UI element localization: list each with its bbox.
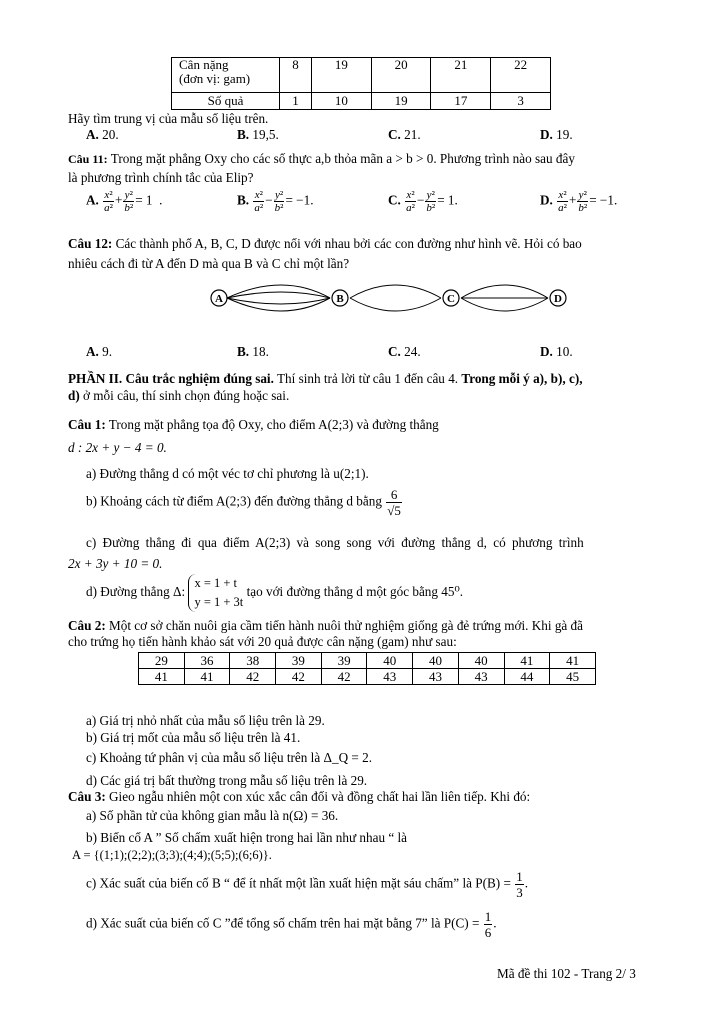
weight-cell: 21 <box>431 58 491 93</box>
table-cell: 41 <box>504 653 550 669</box>
c2-line1: Câu 2: Một cơ sở chăn nuôi gia cầm tiến hành nuôi thử nghiệm giống gà đẻ trứng mới. Khi gà đã <box>68 618 584 633</box>
c3-b-line2: A = {(1;1);(2;2);(3;3);(4;4);(5;5);(6;6)}. <box>72 848 272 862</box>
table-cell: 44 <box>504 669 550 685</box>
c3-b-line1: b) Biến cố A ” Số chấm xuất hiện trong hai lần như nhau “ là <box>86 830 408 845</box>
c1-line2: d : 2x + y − 4 = 0. <box>68 440 167 455</box>
c3-c: c) Xác suất của biến cố B “ để ít nhất một lần xuất hiện mặt sáu chấm” là P(B) = $\frac{1}{3}$ . <box>86 869 528 900</box>
q12-line2: nhiêu cách đi từ A đến D mà qua B và C chỉ một lần? <box>68 256 350 271</box>
q10-option-b: B. 19,5. <box>237 127 279 142</box>
weight-cell: 19 <box>312 58 372 93</box>
c3-d: d) Xác suất của biến cố C ”để tổng số chấm trên hai mặt bằng 7” là P(C) = $\frac{1}{6}$ . <box>86 909 497 940</box>
road-a-b-1 <box>227 285 330 298</box>
table-cell: 36 <box>184 653 230 669</box>
part2-instructions: d) ở mỗi câu, thí sinh chọn đúng hoặc sai. <box>68 388 290 403</box>
table-cell: 42 <box>230 669 276 685</box>
table-cell: 41 <box>139 669 185 685</box>
road-c-d-1 <box>461 285 548 298</box>
road-a-b-3 <box>227 298 330 304</box>
weight-header-label: Cân nặng (đơn vị: gam) <box>172 58 280 93</box>
c3-a: a) Số phần tử của không gian mẫu là n(Ω) = 36. <box>86 808 339 823</box>
q12-option-c: C. 24. <box>388 344 421 359</box>
road-b-c-2 <box>350 298 441 311</box>
weight-cell: 20 <box>371 58 431 93</box>
weight-table <box>171 57 551 110</box>
road-c-d-3 <box>461 298 548 311</box>
q10-option-a: A. 20. <box>86 127 119 142</box>
table-cell: 43 <box>458 669 504 685</box>
q11-option-c: C. $\frac{\text{x²}}{\text{a²}}$ − $\frac{\text{y²}}{\text{b²}}$ = 1. <box>388 189 458 214</box>
count-cell: 1 <box>280 93 312 110</box>
weight-cell: 8 <box>280 58 312 93</box>
count-cell: 17 <box>431 93 491 110</box>
c2-c: c) Khoảng tứ phân vị của mẫu số liệu trên là Δ_Q = 2. <box>86 750 373 765</box>
q11-line2: là phương trình chính tắc của Elip? <box>68 170 254 185</box>
q10-option-d: D. 19. <box>540 127 573 142</box>
c1-b: b) Khoảng cách từ điểm A(2;3) đến đường thẳng d bằng $\frac{6}{√5}$ <box>86 487 401 518</box>
node-d-label: D <box>554 293 562 305</box>
q12-option-a: A. 9. <box>86 344 113 359</box>
c1-line1: Câu 1: Trong mặt phẳng tọa độ Oxy, cho điểm A(2;3) và đường thẳng <box>68 417 439 432</box>
c2-a: a) Giá trị nhỏ nhất của mẫu số liệu trên là 29. <box>86 713 325 728</box>
q11-line1: Câu 11: Trong mặt phẳng Oxy cho các số thực a,b thỏa mãn a > b > 0. Phương trình nào sau đây <box>68 151 575 166</box>
table-cell: 42 <box>321 669 367 685</box>
page-footer: Mã đề thi 102 - Trang 2/ 3 <box>497 966 636 981</box>
road-diagram <box>205 278 575 320</box>
table-cell: 45 <box>550 669 596 685</box>
c2-b: b) Giá trị mốt của mẫu số liệu trên là 41. <box>86 730 301 745</box>
road-b-c-1 <box>350 285 441 298</box>
table-cell: 29 <box>139 653 185 669</box>
table-cell: 39 <box>321 653 367 669</box>
road-a-b-4 <box>227 298 330 311</box>
c3-line1: Câu 3: Gieo ngẫu nhiên một con xúc xắc cân đối và đồng chất hai lần liên tiếp. Khi đó: <box>68 789 531 804</box>
q12-line1: Câu 12: Các thành phố A, B, C, D được nối với nhau bởi các con đường như hình vẽ. Hỏi có bao <box>68 236 582 251</box>
count-cell: 19 <box>371 93 431 110</box>
part2-heading: PHẦN II. Câu trắc nghiệm đúng sai. Thí sinh trả lời từ câu 1 đến câu 4. Trong mỗi ý a), b), c), <box>68 371 583 386</box>
c1-c-line1: c) Đường thẳng đi qua điểm A(2;3) và song song với đường thẳng d, có phương trình <box>86 535 584 550</box>
egg-weight-table <box>138 652 596 685</box>
table-cell: 40 <box>458 653 504 669</box>
c1-a: a) Đường thẳng d có một véc tơ chỉ phương là u(2;1). <box>86 466 369 481</box>
q10-text: Hãy tìm trung vị của mẫu số liệu trên. <box>68 111 269 126</box>
table-cell: 42 <box>276 669 322 685</box>
table-cell: 43 <box>413 669 459 685</box>
c2-line2: cho trứng họ tiến hành khảo sát với 20 quả được cân nặng (gam) như sau: <box>68 634 457 649</box>
road-a-b-2 <box>227 292 330 298</box>
table-cell: 43 <box>367 669 413 685</box>
table-cell: 40 <box>413 653 459 669</box>
node-c-label: C <box>447 293 455 305</box>
q10-option-c: C. 21. <box>388 127 421 142</box>
q11-option-a: A. $\frac{\text{x²}}{\text{a²}}$ + $\frac{\text{y²}}{\text{b²}}$ = 1 . <box>86 189 163 214</box>
weight-cell: 22 <box>491 58 551 93</box>
table-cell: 39 <box>276 653 322 669</box>
q11-option-d: D. $\frac{\text{x²}}{\text{a²}}$ + $\frac{\text{y²}}{\text{b²}}$ = −1. <box>540 189 618 214</box>
table-cell: 38 <box>230 653 276 669</box>
q12-option-b: B. 18. <box>237 344 269 359</box>
node-b-label: B <box>336 293 344 305</box>
count-cell: 3 <box>491 93 551 110</box>
count-cell: 10 <box>312 93 372 110</box>
node-a-label: A <box>215 293 223 305</box>
q12-option-d: D. 10. <box>540 344 573 359</box>
c2-d: d) Các giá trị bất thường trong mẫu số liệu trên là 29. <box>86 773 368 788</box>
table-cell: 40 <box>367 653 413 669</box>
c1-d: d) Đường thẳng Δ: x = 1 + t y = 1 + 3t tạo với đường thẳng d một góc bằng 45⁰. <box>86 574 463 612</box>
count-row-label: Số quả <box>172 93 280 110</box>
table-cell: 41 <box>550 653 596 669</box>
c1-c-line2: 2x + 3y + 10 = 0. <box>68 556 163 571</box>
table-cell: 41 <box>184 669 230 685</box>
q11-option-b: B. $\frac{\text{x²}}{\text{a²}}$ − $\frac{\text{y²}}{\text{b²}}$ = −1. <box>237 189 314 214</box>
